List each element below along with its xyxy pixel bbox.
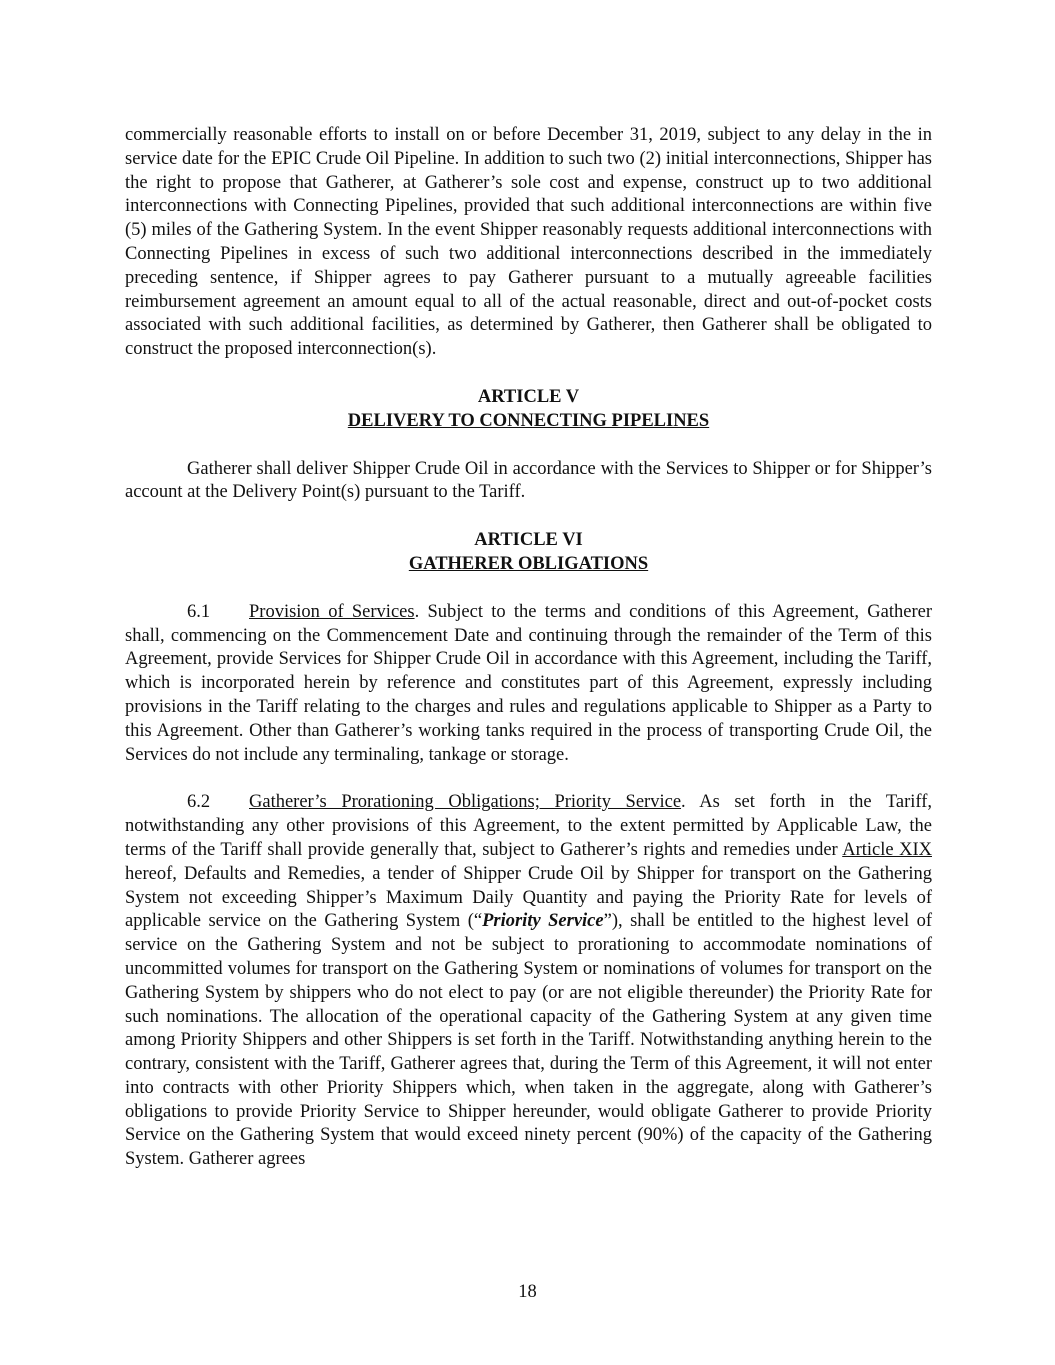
section-6-1 <box>125 601 932 768</box>
article-v-heading <box>125 386 932 434</box>
article-vi-title: GATHERER OBLIGATIONS <box>408 553 649 574</box>
article-vi-heading <box>125 529 932 577</box>
section-6-1-number: 6.1 <box>187 601 211 622</box>
section-6-2-body-3: ”), shall be entitled to the highest level of service on the Gathering System and not be subject to prorationing to accommodate nominations of uncommitted volumes for transport on the Gathering System or nominations of volumes for transport on the Gathering System by shippers who do not elect to pay (or are not eligible thereunder) the Priority Rate for such nominations. The allocation of the operational capacity of the Gathering System at any given time among Priority Shippers and other Shippers is set forth in the Tariff. Notwithstanding anything herein to the contrary, consistent with the Tariff, Gatherer agrees that, during the Term of this Agreement, it will not enter into contracts with other Priority Shippers which, when taken in the aggregate, along with Gatherer’s obligations to provide Priority Service to Shipper hereunder, would obligate Gatherer to provide Priority Service on the Gathering System that would exceed ninety percent (90%) of the capacity of the Gathering System. Gatherer agrees <box>125 911 932 1170</box>
priority-service-term: Priority Service <box>482 911 604 932</box>
continuation-paragraph: commercially reasonable efforts to install on or before December 31, 2019, subject to any delay in the in service date for the EPIC Crude Oil Pipeline. In addition to such two (2) initial interconnections, Shipper has the right to propose that Gatherer, at Gatherer’s sole cost and expense, construct up to two additional interconnections with Connecting Pipelines, provided that such additional interconnections are within five (5) miles of the Gathering System. In the event Shipper reasonably requests additional interconnections with Connecting Pipelines in excess of such two additional interconnections described in the immediately preceding sentence, if Shipper agrees to pay Gatherer pursuant to a mutually agreeable facilities reimbursement agreement an amount equal to all of the actual reasonable, direct and out-of-pocket costs associated with such additional facilities, as determined by Gatherer, then Gatherer shall be obligated to construct the proposed interconnection(s). <box>125 125 932 360</box>
article-v-number: ARTICLE V <box>477 386 580 407</box>
article-vi-number: ARTICLE VI <box>474 530 583 551</box>
article-v-title: DELIVERY TO CONNECTING PIPELINES <box>347 410 710 431</box>
section-6-2-body-1: . As set forth in the Tariff, notwithstanding any other provisions of this Agreement, to the extent permitted by Applicable Law, the terms of the Tariff shall provide generally that, subject to Gatherer’s rights and remedies under <box>125 792 932 860</box>
page-number: 18 <box>518 1282 537 1302</box>
article-v-body: Gatherer shall deliver Shipper Crude Oil in accordance with the Services to Shipper or for Shipper’s account at the Delivery Point(s) pursuant to the Tariff. <box>125 458 932 503</box>
document-page <box>125 124 932 1172</box>
section-6-2-number: 6.2 <box>187 792 211 813</box>
article-xix-reference: Article XIX <box>842 839 932 860</box>
section-6-2-body-2: hereof, Defaults and Remedies, a tender of Shipper Crude Oil by Shipper for transport on the Gathering System not exceeding Shipper’s Maximum Daily Quantity and paying the Priority Rate for levels of applicable service on the Gathering System (“ <box>125 863 932 932</box>
section-6-2 <box>125 791 932 1172</box>
section-6-1-body: . Subject to the terms and conditions of this Agreement, Gatherer shall, commencing on the Commencement Date and continuing through the remainder of the Term of this Agreement, provide Services for Shipper Crude Oil in accordance with this Agreement, including the Tariff, which is incorporated herein by reference and constitutes part of this Agreement, expressly including provisions in the Tariff relating to the charges and rules and regulations applicable to Shipper as a Party to this Agreement. Other than Gatherer’s working tanks required in the process of transporting Crude Oil, the Services do not include any terminaling, tankage or storage. <box>125 601 932 765</box>
section-6-1-heading: Provision of Services <box>249 601 415 622</box>
section-6-2-heading: Gatherer’s Prorationing Obligations; Priority Service <box>249 792 682 813</box>
